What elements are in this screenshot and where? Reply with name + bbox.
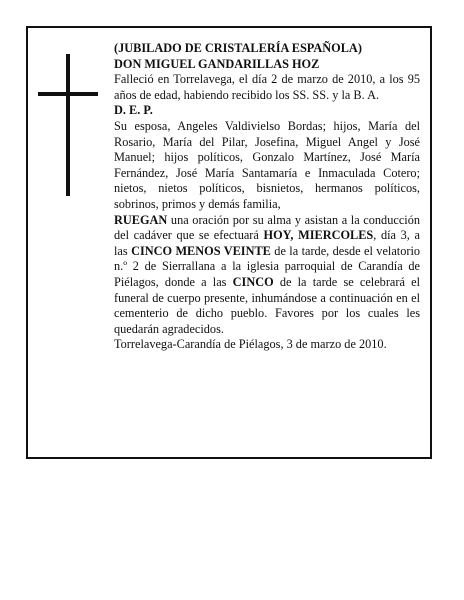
request-text-3: de la tarde, desde el velatorio n.º 2 de Sierrallana a la iglesia parroquial de Carandía de Piélagos, donde a las: [114, 243, 421, 289]
hoy-miercoles: HOY, MIERCOLES: [263, 228, 374, 243]
heading-affiliation: (JUBILADO DE CRISTALERÍA ESPAÑOLA): [114, 41, 362, 55]
obituary-text: [114, 41, 420, 353]
obituary-notice-frame: [26, 26, 432, 459]
heading-name: DON MIGUEL GANDARILLAS HOZ: [114, 56, 320, 71]
request-text-4: de la tarde se celebrará el funeral de cuerpo presente, inhumándose a continuación en el cementerio de dicho pueblo. Favores por los cuales les quedarán agradecidos.: [114, 274, 420, 336]
rest-in-peace: D. E. P.: [114, 103, 153, 118]
time-cinco-menos-veinte: CINCO MENOS VEINTE: [131, 243, 271, 258]
funeral-request: [114, 213, 420, 338]
family-list: Su esposa, Angeles Valdivielso Bordas; hijos, María del Rosario, María del Pilar, Josefina, Miguel Angel y José Manuel; hijos políticos, Gonzalo Martínez, José María Fernández, José María Santamaría e Inmaculada Cotero; nietos, nietos políticos, bisnietos, hermanos políticos, sobrinos, primos y demás familia,: [114, 118, 420, 211]
death-announcement: Falleció en Torrelavega, el día 2 de marzo de 2010, a los 95 años de edad, habiendo recibido los SS. SS. y la B. A.: [114, 72, 420, 102]
time-cinco: CINCO: [232, 274, 274, 289]
request-text-2: , día 3, a las: [114, 228, 420, 258]
cross-icon: [38, 54, 98, 196]
ruegan-word: RUEGAN: [114, 212, 168, 227]
cross-horizontal-bar: [38, 92, 98, 96]
cross-vertical-bar: [66, 54, 70, 196]
request-text-1: una oración por su alma y asistan a la conducción del cadáver que se efectuará: [114, 212, 420, 243]
place-date: Torrelavega-Carandía de Piélagos, 3 de marzo de 2010.: [114, 337, 387, 352]
